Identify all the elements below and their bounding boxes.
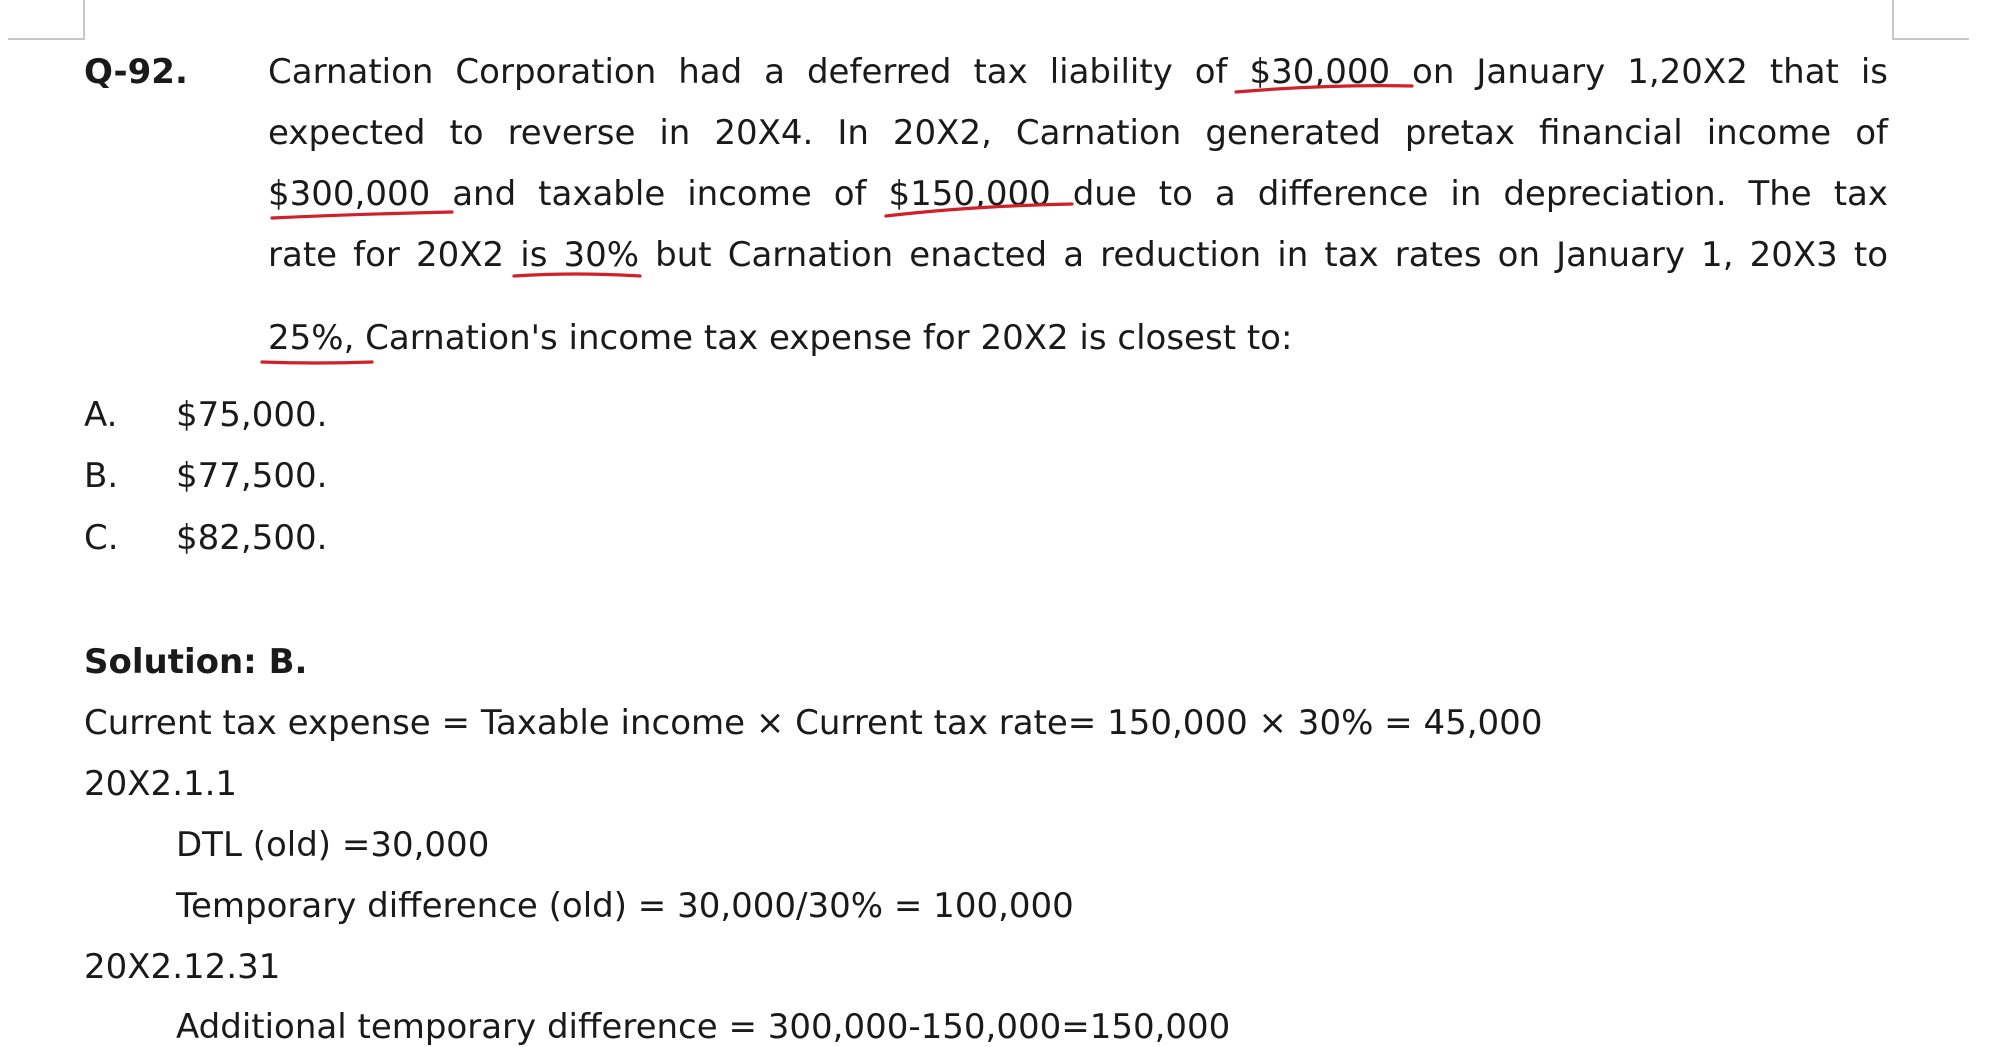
question-line-2: expected to reverse in 20X4. In 20X2, Carnation generated pretax financial income of [268, 113, 1888, 153]
question-number: Q-92. [84, 52, 188, 92]
option-b-text: $77,500. [176, 456, 328, 496]
option-c-letter: C. [84, 518, 119, 558]
question-line-1: Carnation Corporation had a deferred tax liability of $30,000 on January 1,20X2 that is [268, 52, 1888, 92]
option-b-letter: B. [84, 456, 119, 496]
option-a-letter: A. [84, 395, 118, 435]
solution-line-date-end: 20X2.12.31 [84, 947, 281, 987]
solution-title: Solution: B. [84, 642, 308, 682]
solution-line-temp-diff-old: Temporary difference (old) = 30,000/30% = 100,000 [176, 886, 1074, 926]
option-a-text: $75,000. [176, 395, 328, 435]
solution-line-additional-temp-diff: Additional temporary difference = 300,000-150,000=150,000 [176, 1007, 1231, 1047]
question-line-3: $300,000 and taxable income of $150,000 due to a difference in depreciation. The tax [268, 174, 1888, 214]
solution-line-date-start: 20X2.1.1 [84, 764, 238, 804]
option-c-text: $82,500. [176, 518, 328, 558]
question-line-5: 25%, Carnation's income tax expense for 20X2 is closest to: [268, 318, 1293, 358]
page-corner-mark-left [8, 0, 85, 40]
question-line-4: rate for 20X2 is 30% but Carnation enacted a reduction in tax rates on January 1, 20X3 to [268, 235, 1888, 275]
solution-line-current-tax: Current tax expense = Taxable income × Current tax rate= 150,000 × 30% = 45,000 [84, 703, 1543, 743]
solution-line-dtl-old: DTL (old) =30,000 [176, 825, 490, 865]
page-corner-mark-right [1892, 0, 1969, 40]
underline-25-percent [262, 362, 372, 363]
